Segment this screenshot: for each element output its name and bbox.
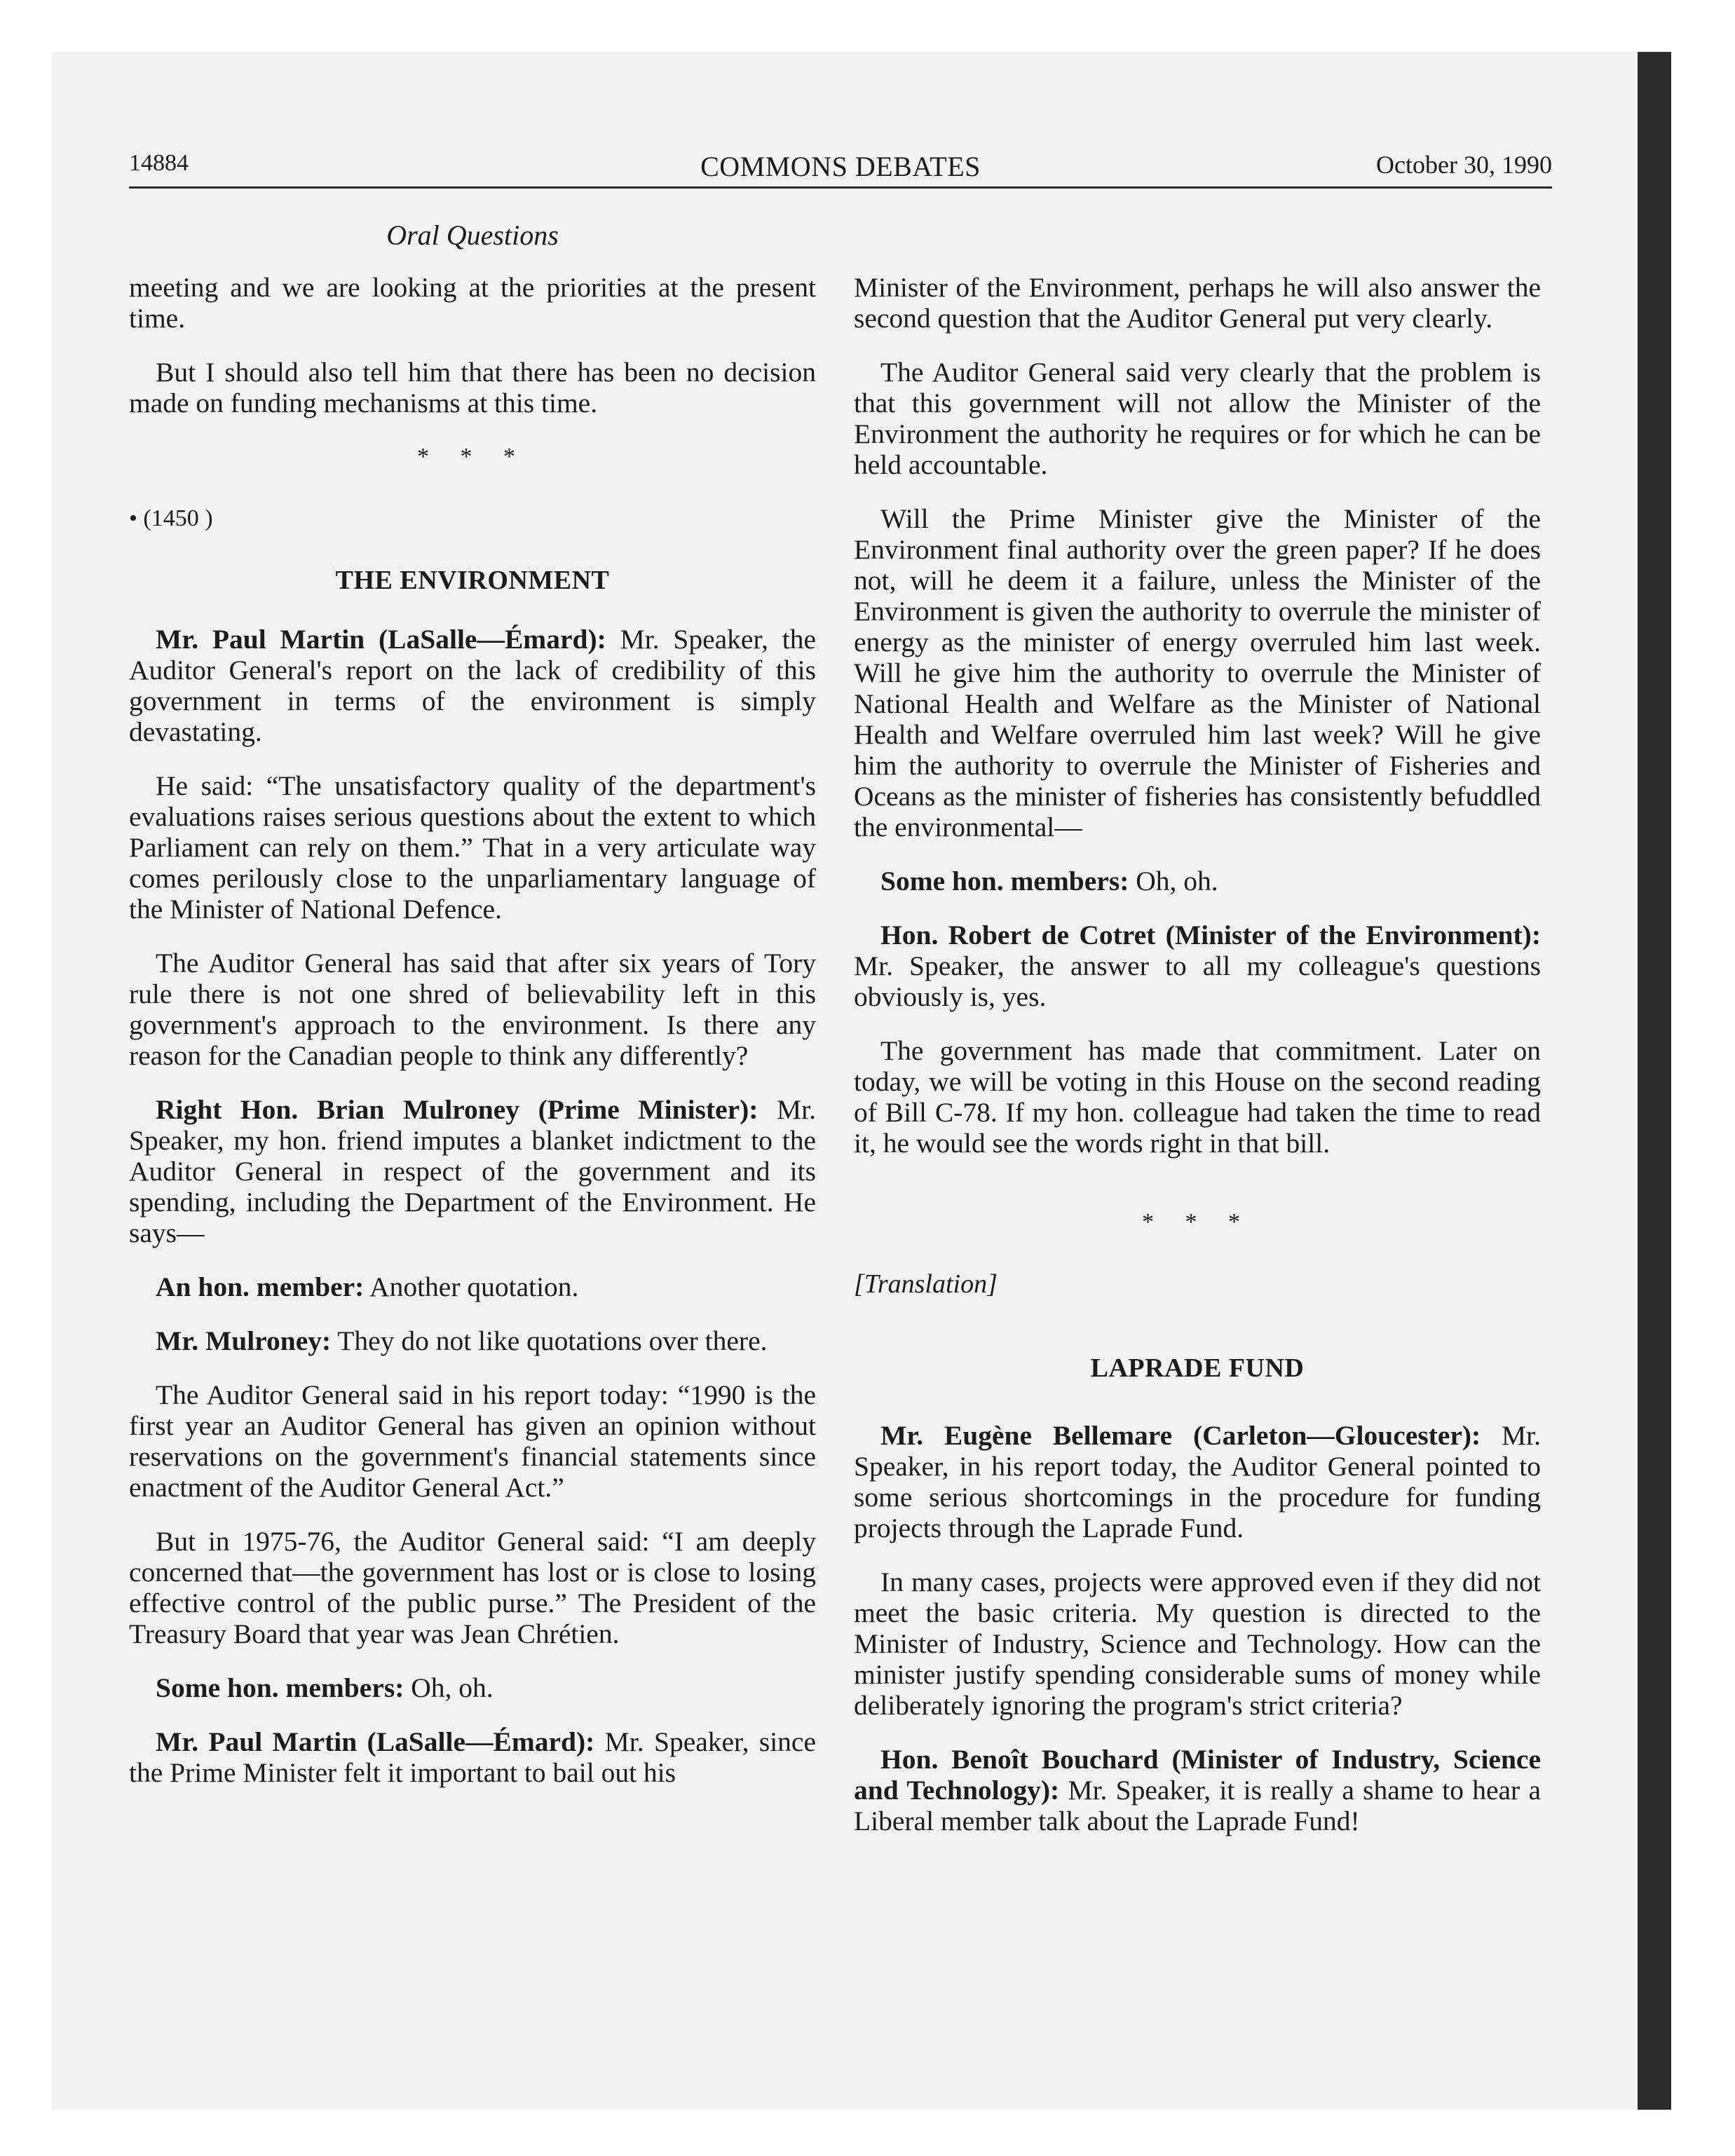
speaker-name: Mr. Mulroney:: [156, 1325, 332, 1356]
paragraph: In many cases, projects were approved even if they did not meet the basic criteria. My question is directed to the Minister of Industry, Science and Technology. How can the minister justify spending considerable sums of money while deliberately ignoring the program's strict criteria?: [854, 1567, 1541, 1721]
paragraph: The Auditor General has said that after six years of Tory rule there is not one shred of believability left in this government's approach to the environment. Is there any reason for the Canadian people to think any differently?: [129, 948, 816, 1071]
speech-text: Mr. Speaker, the answer to all my colleague's questions obviously is, yes.: [854, 950, 1541, 1012]
paragraph: meeting and we are looking at the priorities at the present time.: [129, 272, 816, 334]
paragraph: The Auditor General said in his report today: “1990 is the first year an Auditor General has given an opinion without reservations on the government's financial statements since enactment of the Auditor General Act.”: [129, 1379, 816, 1503]
running-head: Oral Questions: [386, 219, 559, 251]
translation-note: [Translation]: [854, 1269, 998, 1299]
speech-text: Mr. Speaker, it is really a shame to hear a Liberal member talk about the Laprade Fund!: [854, 1775, 1541, 1836]
speech-text: Mr. Speaker, my hon. friend imputes a blanket indictment to the Auditor General in respect of the government and its spending, including the Department of the Environment. He says—: [129, 1094, 816, 1248]
speech-paragraph: [854, 1744, 1541, 1836]
speech-text: They do not like quotations over there.: [331, 1325, 768, 1356]
page-date: October 30, 1990: [1376, 151, 1552, 179]
speech-paragraph: [129, 1672, 816, 1703]
paragraph: The government has made that commitment. Later on today, we will be voting in this House on the second reading of Bill C-78. If my hon. colleague had taken the time to read it, he would see the words right in that bill.: [854, 1035, 1541, 1159]
left-column: [129, 272, 816, 1811]
speaker-name: Mr. Paul Martin (LaSalle—Émard):: [156, 1726, 595, 1757]
page-header: [129, 146, 1552, 185]
speech-paragraph: [129, 1271, 816, 1302]
speech-paragraph: [129, 1726, 816, 1788]
speaker-name: Mr. Paul Martin (LaSalle—Émard):: [156, 624, 606, 655]
speaker-name: An hon. member:: [156, 1271, 365, 1302]
speaker-name: Hon. Robert de Cotret (Minister of the Environment):: [880, 920, 1541, 950]
page-number: 14884: [129, 150, 189, 176]
speech-text: Mr. Speaker, the Auditor General's report on the lack of credibility of this government in terms of the environment is simply devastating.: [129, 624, 816, 747]
section-separator: * * *: [417, 444, 528, 470]
speech-text: Mr. Speaker, in his report today, the Auditor General pointed to some serious shortcomings in the procedure for funding projects through the Laprade Fund.: [854, 1420, 1541, 1543]
publication-title: COMMONS DEBATES: [700, 151, 981, 182]
section-heading: LAPRADE FUND: [1090, 1353, 1305, 1383]
speech-paragraph: [854, 1420, 1541, 1543]
speech-paragraph: [854, 920, 1541, 1012]
paragraph: He said: “The unsatisfactory quality of the department's evaluations raises serious questions about the extent to which Parliament can rely on them.” That in a very articulate way comes perilously close to the unparliamentary language of the Minister of National Defence.: [129, 770, 816, 925]
speaker-name: Some hon. members:: [156, 1672, 404, 1703]
speaker-name: Right Hon. Brian Mulroney (Prime Minister):: [156, 1094, 758, 1125]
right-column: [854, 272, 1541, 1860]
speech-text: Oh, oh.: [404, 1672, 494, 1703]
paragraph: The Auditor General said very clearly that the problem is that this government will not allow the Minister of the Environment the authority he requires or for which he can be held accountable.: [854, 357, 1541, 480]
speech-paragraph: [129, 624, 816, 747]
paragraph: Minister of the Environment, perhaps he will also answer the second question that the Auditor General put very clearly.: [854, 272, 1541, 334]
speech-text: Mr. Speaker, since the Prime Minister felt it important to bail out his: [129, 1726, 816, 1788]
paragraph: Will the Prime Minister give the Minister of the Environment final authority over the green paper? If he does not, will he deem it a failure, unless the Minister of the Environment is given the authority to overrule the minister of energy as the minister of energy overruled him last week. Will he give him the authority to overrule the Minister of National Health and Welfare as the Minister of National Health and Welfare overruled him last week? Will he give him the authority to overrule the Minister of Fisheries and Oceans as the minister of fisheries has consistently befuddled the environmental—: [854, 503, 1541, 842]
timestamp: • (1450 ): [129, 505, 213, 531]
speaker-name: Hon. Benoît Bouchard (Minister of Industry, Science and Technology):: [854, 1744, 1541, 1806]
header-rule: [129, 186, 1552, 189]
section-heading: THE ENVIRONMENT: [335, 566, 610, 595]
speaker-name: Some hon. members:: [880, 866, 1129, 896]
speech-paragraph: [129, 1094, 816, 1248]
scan-edge-bar: [1638, 52, 1671, 2110]
speech-paragraph: [129, 1325, 816, 1356]
speech-text: Another quotation.: [364, 1271, 579, 1302]
paragraph: But I should also tell him that there has been no decision made on funding mechanisms at this time.: [129, 357, 816, 418]
paragraph: But in 1975-76, the Auditor General said: “I am deeply concerned that—the government has lost or is close to losing effective control of the public purse.” The President of the Treasury Board that year was Jean Chrétien.: [129, 1526, 816, 1649]
speech-paragraph: [854, 866, 1541, 896]
speaker-name: Mr. Eugène Bellemare (Carleton—Gloucester):: [880, 1420, 1481, 1451]
section-separator: * * *: [1142, 1209, 1253, 1235]
speech-text: Oh, oh.: [1129, 866, 1218, 896]
